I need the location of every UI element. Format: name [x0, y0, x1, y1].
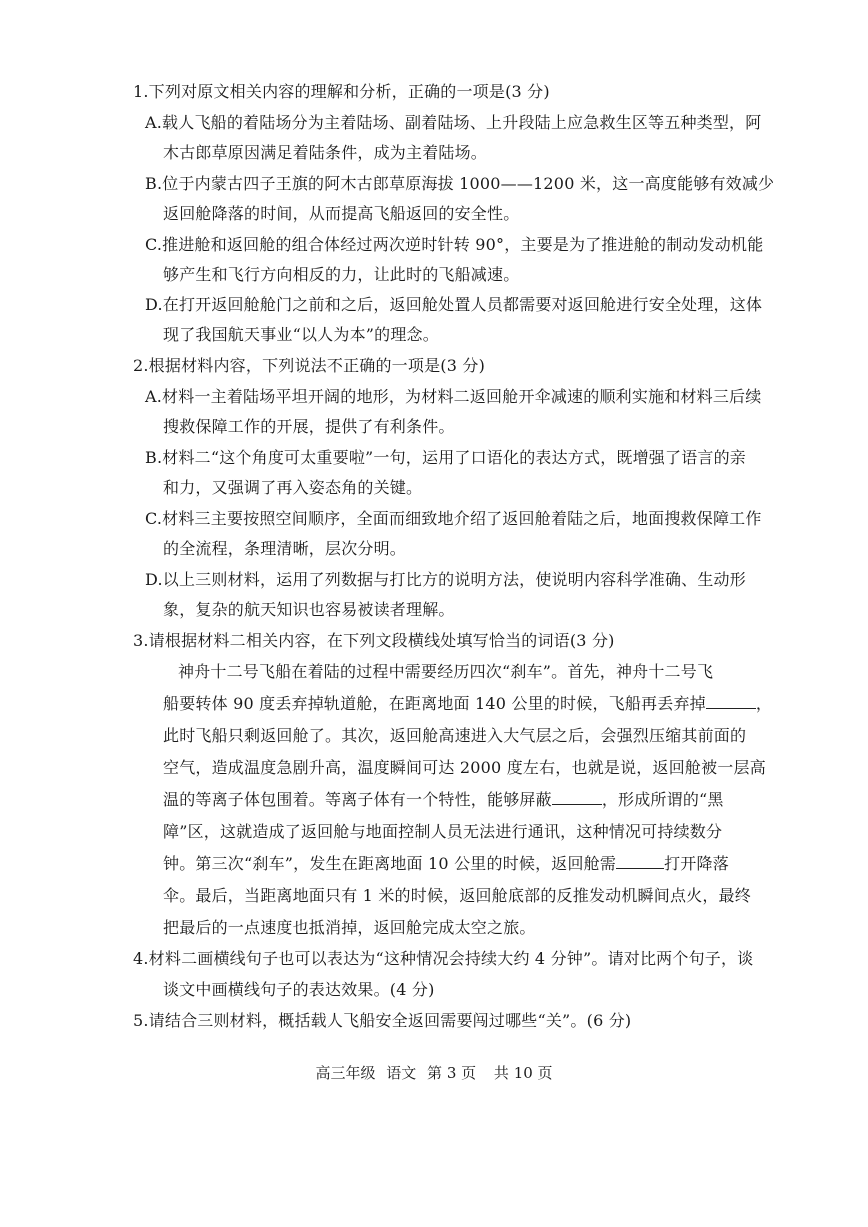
passage-line-7 — [163, 853, 729, 875]
passage-line-5-text: 温的等离子体包围着。等离子体有一个特性，能够屏蔽 — [163, 790, 552, 809]
question-1-option-a: A.载人飞船的着陆场分为主着陆场、副着陆场、上升段陆上应急救生区等五种类型，阿 — [145, 113, 762, 132]
question-2-option-a-cont: 搜救保障工作的开展，提供了有利条件。 — [163, 417, 455, 436]
footer-grade: 高三年级 — [315, 1064, 376, 1082]
question-2-option-c: C.材料三主要按照空间顺序，全面而细致地介绍了返回舱着陆之后，地面搜救保障工作 — [145, 509, 762, 528]
passage-line-4: 空气，造成温度急剧升高，温度瞬间可达 2000 度左右，也就是说，返回舱被一层高 — [163, 758, 766, 777]
passage-line-2-end: ， — [755, 694, 773, 713]
passage-line-8: 伞。最后，当距离地面只有 1 米的时候，返回舱底部的反推发动机瞬间点火，最终 — [163, 886, 751, 905]
question-1-option-d: D.在打开返回舱舱门之前和之后，返回舱处置人员都需要对返回舱进行安全处理，这体 — [145, 295, 763, 314]
question-1-option-c: C.推进舱和返回舱的组合体经过两次逆时针转 90°，主要是为了推进舱的制动发动机能 — [145, 235, 764, 254]
passage-line-2 — [163, 693, 772, 715]
fill-blank-2[interactable] — [552, 790, 602, 805]
passage-line-6: 障”区，这就造成了返回舱与地面控制人员无法进行通讯，这种情况可持续数分 — [163, 822, 723, 841]
question-5-stem: 5.请结合三则材料，概括载人飞船安全返回需要闯过哪些“关”。(6 分) — [133, 1011, 632, 1030]
passage-line-7-text: 钟。第三次“刹车”，发生在距离地面 10 公里的时候，返回舱需 — [163, 854, 617, 873]
question-2-option-d-cont: 象，复杂的航天知识也容易被读者理解。 — [163, 600, 455, 619]
question-3-stem: 3.请根据材料二相关内容，在下列文段横线处填写恰当的词语(3 分) — [133, 631, 615, 650]
question-2-option-b: B.材料二“这个角度可太重要啦”一句，运用了口语化的表达方式，既增强了语言的亲 — [145, 448, 747, 467]
footer-subject: 语文 — [386, 1064, 417, 1082]
question-2-option-c-cont: 的全流程，条理清晰，层次分明。 — [163, 539, 407, 558]
question-1-stem: 1.下列对原文相关内容的理解和分析，正确的一项是(3 分) — [133, 82, 550, 101]
passage-line-5-end: ，形成所谓的“黑 — [601, 790, 724, 809]
fill-blank-3[interactable] — [616, 854, 664, 869]
passage-line-7-end: 打开降落 — [664, 854, 729, 873]
question-2-option-b-cont: 和力，又强调了再入姿态角的关键。 — [163, 478, 423, 497]
page-footer — [0, 1063, 868, 1083]
question-4-stem: 4.材料二画横线句子也可以表达为“这种情况会持续大约 4 分钟”。请对比两个句子，谈 — [133, 949, 754, 968]
footer-total-pages: 共 10 页 — [493, 1064, 553, 1082]
question-2-stem: 2.根据材料内容，下列说法不正确的一项是(3 分) — [133, 356, 486, 375]
question-1-option-b: B.位于内蒙古四子王旗的阿木古郎草原海拔 1000——1200 米，这一高度能够有效减少 — [145, 174, 775, 193]
fill-blank-1[interactable] — [706, 694, 756, 709]
question-1-option-c-cont: 够产生和飞行方向相反的力，让此时的飞船减速。 — [163, 265, 520, 284]
question-1-option-b-cont: 返回舱降落的时间，从而提高飞船返回的安全性。 — [163, 204, 520, 223]
question-4-stem-cont: 谈文中画横线句子的表达效果。(4 分) — [163, 980, 435, 999]
footer-page-number: 第 3 页 — [427, 1064, 477, 1082]
question-2-option-d: D.以上三则材料，运用了列数据与打比方的说明方法，使说明内容科学准确、生动形 — [145, 570, 746, 589]
question-1-option-a-cont: 木古郎草原因满足着陆条件，成为主着陆场。 — [163, 143, 488, 162]
passage-line-2-text: 船要转体 90 度丢弃掉轨道舱，在距离地面 140 公里的时候，飞船再丢弃掉 — [163, 694, 706, 713]
question-1-option-d-cont: 现了我国航天事业“以人为本”的理念。 — [163, 325, 439, 344]
passage-line-3: 此时飞船只剩返回舱了。其次，返回舱高速进入大气层之后，会强烈压缩其前面的 — [163, 726, 747, 745]
passage-line-9: 把最后的一点速度也抵消掉，返回舱完成太空之旅。 — [163, 918, 536, 937]
question-2-option-a: A.材料一主着陆场平坦开阔的地形，为材料二返回舱开伞减速的顺利实施和材料三后续 — [145, 387, 762, 406]
passage-line-5 — [163, 789, 724, 811]
passage-line-1: 神舟十二号飞船在着陆的过程中需要经历四次“刹车”。首先，神舟十二号飞 — [178, 662, 714, 681]
